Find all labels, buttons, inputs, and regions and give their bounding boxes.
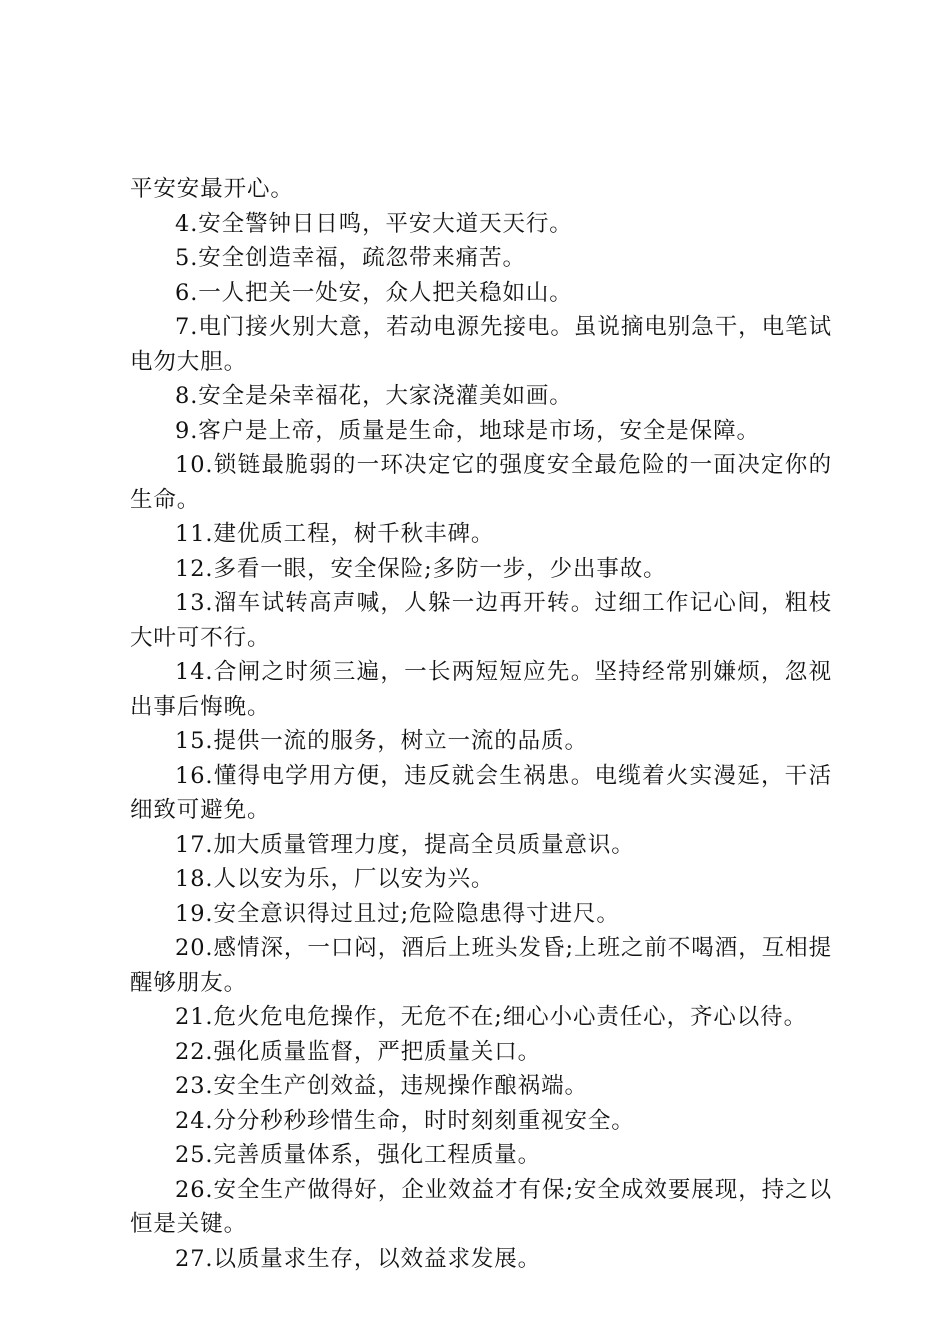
slogan-item: 26.安全生产做得好，企业效益才有保;安全成效要展现，持之以恒是关键。	[130, 1176, 832, 1237]
slogan-item: 4.安全警钟日日鸣，平安大道天天行。	[175, 210, 573, 237]
slogan-item: 13.溜车试转高声喊，人躲一边再开转。过细工作记心间，粗枝大叶可不行。	[130, 590, 832, 651]
slogan-item: 14.合闸之时须三遍，一长两短短应先。坚持经常别嫌烦，忽视出事后悔晚。	[130, 659, 832, 720]
slogan-item: 5.安全创造幸福，疏忽带来痛苦。	[175, 245, 526, 271]
slogan-item: 24.分分秒秒珍惜生命，时时刻刻重视安全。	[175, 1107, 635, 1134]
paragraph-continuation: 平安安最开心。	[130, 176, 294, 202]
slogan-item: 12.多看一眼，安全保险;多防一步，少出事故。	[175, 555, 667, 582]
slogan-item: 9.客户是上帝，质量是生命，地球是市场，安全是保障。	[175, 417, 760, 444]
slogan-item: 16.懂得电学用方便，违反就会生祸患。电缆着火实漫延，干活细致可避免。	[130, 762, 832, 823]
slogan-item: 27.以质量求生存，以效益求发展。	[175, 1245, 542, 1272]
slogan-item: 6.一人把关一处安，众人把关稳如山。	[175, 279, 573, 306]
slogan-item: 23.安全生产创效益，违规操作酿祸端。	[175, 1073, 588, 1099]
slogan-item: 19.安全意识得过且过;危险隐患得寸进尺。	[175, 900, 620, 927]
slogan-item: 10.锁链最脆弱的一环决定它的强度安全最危险的一面决定你的生命。	[130, 452, 832, 513]
slogan-item: 25.完善质量体系，强化工程质量。	[175, 1142, 542, 1168]
document-body	[130, 172, 832, 1276]
slogan-item: 18.人以安为乐，厂以安为兴。	[175, 866, 495, 892]
slogan-item: 8.安全是朵幸福花，大家浇灌美如画。	[175, 383, 573, 409]
slogan-item: 7.电门接火别大意，若动电源先接电。虽说摘电别急干，电笔试电勿大胆。	[130, 314, 832, 375]
slogan-item: 22.强化质量监督，严把质量关口。	[175, 1038, 542, 1065]
slogan-item: 15.提供一流的服务，树立一流的品质。	[175, 728, 588, 754]
slogan-item: 21.危火危电危操作，无危不在;细心小心责任心，齐心以待。	[175, 1004, 807, 1030]
slogan-item: 11.建优质工程，树千秋丰碑。	[175, 521, 495, 547]
slogan-item: 17.加大质量管理力度，提高全员质量意识。	[175, 831, 635, 858]
slogan-item: 20.感情深，一口闷，酒后上班头发昏;上班之前不喝酒，互相提醒够朋友。	[130, 935, 832, 996]
